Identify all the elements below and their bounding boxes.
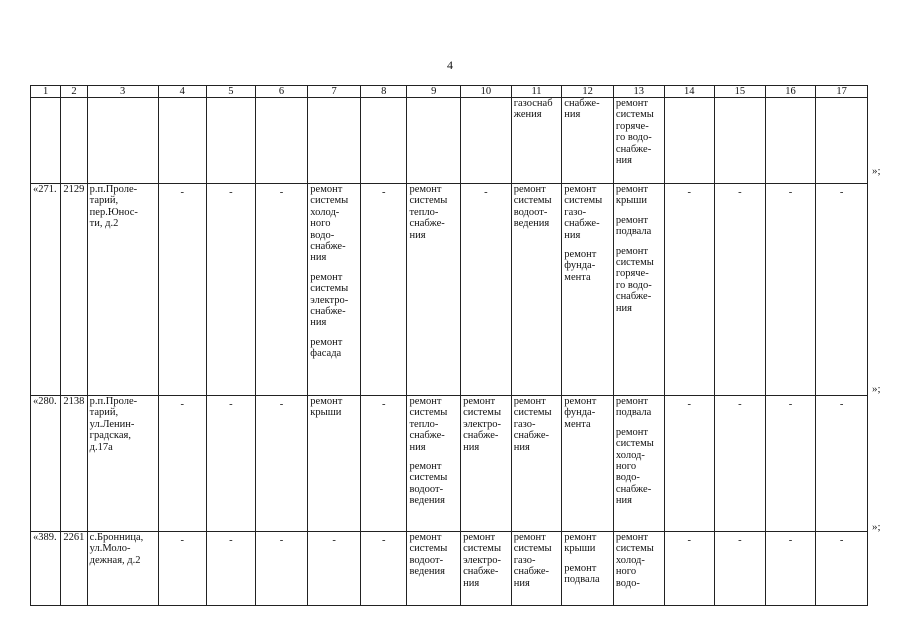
work-cell-c12: [562, 532, 614, 606]
work-item: ремонт системы газо- снабже- ния: [513, 396, 552, 453]
dash-mark: -: [279, 399, 284, 410]
work-item: ремонт фасада: [310, 336, 343, 360]
empty-cell-c14: [664, 184, 715, 396]
dash-mark: -: [332, 535, 336, 546]
work-cell-c11: [511, 184, 562, 396]
col-header-7: 7: [308, 86, 361, 98]
dash-mark: -: [738, 535, 742, 546]
empty-cell-c5: [207, 184, 256, 396]
address-cell: р.п.Проле- тарий, пер.Юнос- ти, д.2: [87, 184, 158, 396]
work-item: ремонт подвала: [615, 396, 652, 419]
work-cell-c13: [613, 184, 664, 396]
continuation-cell-11: газоснаб жения: [511, 98, 562, 184]
empty-cell-c17: [816, 532, 868, 606]
empty-cell-c17: [816, 184, 868, 396]
work-item: ремонт системы тепло- снабже- ния: [409, 396, 448, 453]
work-item: ремонт фунда- мента: [564, 396, 597, 430]
empty-cell-c16: [765, 184, 816, 396]
work-item: ремонт системы водоот- ведения: [409, 461, 448, 507]
work-item: ремонт системы тепло- снабже- ния: [409, 184, 448, 241]
continuation-row: [31, 98, 868, 184]
work-item: ремонт системы холод- ного водо- снабже- ния: [310, 184, 349, 264]
dash-mark: -: [180, 399, 185, 410]
dash-mark: -: [839, 399, 844, 410]
col-header-3: 3: [87, 86, 158, 98]
col-header-9: 9: [407, 86, 461, 98]
dash-mark: -: [279, 187, 284, 198]
empty-cell-c6: [255, 396, 308, 532]
work-item: ремонт крыши: [615, 184, 648, 207]
table-row: [31, 396, 868, 532]
empty-cell-c16: [765, 532, 816, 606]
empty-cell-c14: [664, 396, 715, 532]
empty-cell-c7: [308, 532, 361, 606]
work-item: ремонт фунда- мента: [564, 249, 597, 283]
col-header-11: 11: [511, 86, 562, 98]
col-header-8: 8: [360, 86, 407, 98]
dash-mark: -: [738, 187, 742, 198]
table-row: [31, 532, 868, 606]
table-row: [31, 184, 868, 396]
closing-quote: »;: [872, 521, 881, 533]
col-header-16: 16: [765, 86, 816, 98]
col-header-14: 14: [664, 86, 715, 98]
empty-cell-c14: [664, 532, 715, 606]
dash-mark: -: [381, 399, 386, 410]
dash-mark: -: [788, 535, 793, 546]
empty-cell-c8: [360, 184, 407, 396]
work-cell-c9: [407, 184, 461, 396]
col-header-4: 4: [158, 86, 207, 98]
address-cell: с.Бронница, ул.Моло- дежная, д.2: [87, 532, 158, 606]
empty-cell-c6: [255, 184, 308, 396]
work-cell-c13: [613, 396, 664, 532]
empty-cell-c10: [461, 184, 512, 396]
header-row: [31, 86, 868, 98]
empty-cell-c15: [715, 396, 766, 532]
col-header-10: 10: [461, 86, 512, 98]
closing-quote: »;: [872, 383, 881, 395]
empty-cell-c8: [360, 396, 407, 532]
dash-mark: -: [229, 535, 233, 546]
work-item: ремонт крыши: [310, 396, 343, 419]
empty-cell-c6: [255, 532, 308, 606]
empty-cell-c16: [765, 396, 816, 532]
work-cell-c12: [562, 396, 614, 532]
work-item: ремонт системы газо- снабже- ния: [564, 184, 603, 241]
dash-mark: -: [839, 535, 844, 546]
dash-mark: -: [687, 535, 692, 546]
work-item: ремонт системы газо- снабже- ния: [513, 532, 552, 589]
empty-cell-c4: [158, 532, 207, 606]
dash-mark: -: [381, 187, 386, 198]
building-code: 2129: [61, 184, 87, 396]
row-number: «389.: [31, 532, 61, 606]
col-header-15: 15: [715, 86, 766, 98]
page-number: 4: [447, 58, 453, 72]
works-table: [30, 85, 868, 606]
dash-mark: -: [839, 187, 844, 198]
work-item: ремонт крыши: [564, 532, 597, 555]
dash-mark: -: [687, 187, 692, 198]
work-item: ремонт системы электро- снабже- ния: [310, 271, 349, 329]
work-item: ремонт системы водоот- ведения: [409, 532, 448, 578]
col-header-17: 17: [816, 86, 868, 98]
dash-mark: -: [279, 535, 284, 546]
work-cell-c9: [407, 396, 461, 532]
work-cell-c9: [407, 532, 461, 606]
continuation-cell-12: снабже- ния: [562, 98, 614, 184]
work-item: ремонт системы холод- ного водо- снабже- ния: [615, 426, 654, 507]
address-cell: р.п.Проле- тарий, ул.Ленин- градская, д.17а: [87, 396, 158, 532]
col-header-2: 2: [61, 86, 87, 98]
empty-cell-c15: [715, 184, 766, 396]
empty-cell-c15: [715, 532, 766, 606]
dash-mark: -: [788, 399, 793, 410]
building-code: 2261: [61, 532, 87, 606]
work-cell-c7: [308, 184, 361, 396]
work-item: ремонт системы холод- ного водо-: [615, 532, 654, 589]
row-number: «280.: [31, 396, 61, 532]
work-cell-c10: [461, 532, 512, 606]
building-code: 2138: [61, 396, 87, 532]
dash-mark: -: [180, 535, 185, 546]
col-header-13: 13: [613, 86, 664, 98]
dash-mark: -: [738, 399, 742, 410]
work-cell-c12: [562, 184, 614, 396]
continuation-cell-13: ремонт системы горяче- го водо- снабже- ния: [613, 98, 664, 184]
empty-cell-c5: [207, 396, 256, 532]
dash-mark: -: [381, 535, 386, 546]
dash-mark: -: [229, 187, 233, 198]
col-header-1: 1: [31, 86, 61, 98]
work-item: ремонт системы электро- снабже- ния: [463, 396, 502, 453]
empty-cell-c8: [360, 532, 407, 606]
dash-mark: -: [180, 187, 185, 198]
dash-mark: -: [788, 187, 793, 198]
work-item: ремонт подвала: [564, 562, 600, 586]
empty-cell-c5: [207, 532, 256, 606]
work-cell-c10: [461, 396, 512, 532]
empty-cell-c4: [158, 396, 207, 532]
work-item: ремонт системы электро- снабже- ния: [463, 532, 502, 589]
empty-cell-c4: [158, 184, 207, 396]
col-header-5: 5: [207, 86, 256, 98]
work-item: ремонт подвала: [615, 214, 652, 238]
work-cell-c11: [511, 396, 562, 532]
work-cell-c7: [308, 396, 361, 532]
work-item: ремонт системы водоот- ведения: [513, 184, 552, 230]
closing-quote: »;: [872, 165, 881, 177]
work-cell-c11: [511, 532, 562, 606]
dash-mark: -: [687, 399, 692, 410]
col-header-12: 12: [562, 86, 614, 98]
dash-mark: -: [484, 187, 488, 198]
work-item: ремонт системы горяче- го водо- снабже- ния: [615, 245, 654, 314]
dash-mark: -: [229, 399, 233, 410]
row-number: «271.: [31, 184, 61, 396]
work-cell-c13: [613, 532, 664, 606]
col-header-6: 6: [255, 86, 308, 98]
empty-cell-c17: [816, 396, 868, 532]
